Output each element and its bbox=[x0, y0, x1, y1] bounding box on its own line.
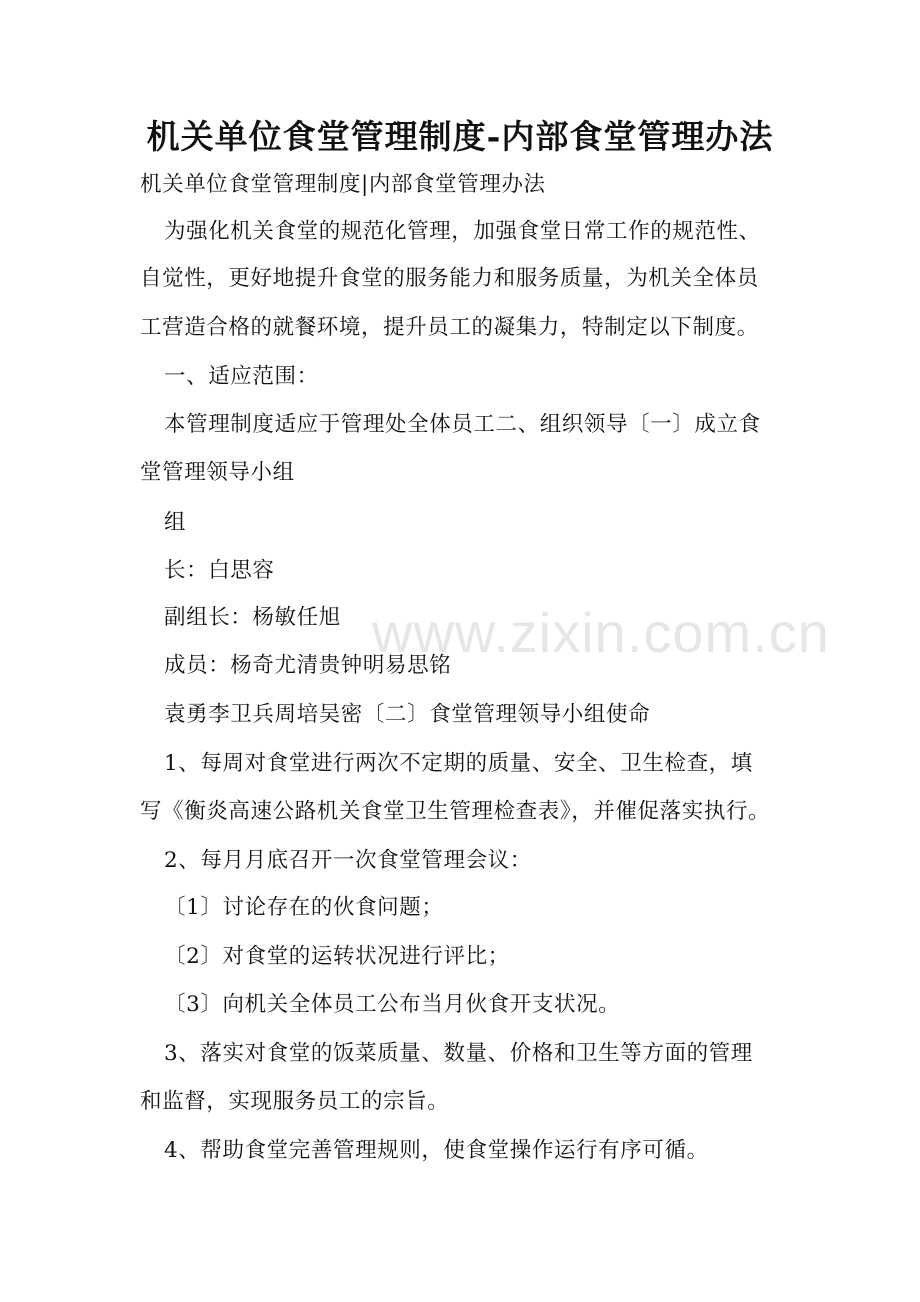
list-item: 2、每月月底召开一次食堂管理会议： bbox=[164, 848, 532, 873]
list-item: 1、每周对食堂进行两次不定期的质量、安全、卫生检查，填 bbox=[164, 751, 753, 776]
sub-list-item: 〔2〕对食堂的运转状况进行评比； bbox=[164, 944, 510, 969]
paragraph-line: 组 bbox=[164, 510, 187, 535]
paragraph-line: 堂管理领导小组 bbox=[140, 460, 295, 485]
list-item-continuation: 写《衡炎高速公路机关食堂卫生管理检查表》，并催促落实执行。 bbox=[140, 799, 771, 824]
list-item: 4、帮助食堂完善管理规则，使食堂操作运行有序可循。 bbox=[164, 1138, 709, 1163]
paragraph-line: 成员：杨奇尤清贵钟明易思铭 bbox=[164, 653, 452, 678]
paragraph-line: 为强化机关食堂的规范化管理，加强食堂日常工作的规范性、 bbox=[164, 219, 761, 244]
paragraph-line: 自觉性，更好地提升食堂的服务能力和服务质量，为机关全体员 bbox=[140, 266, 759, 291]
sub-list-item: 〔3〕向机关全体员工公布当月伙食开支状况。 bbox=[164, 992, 621, 1017]
paragraph-line: 长：白思容 bbox=[164, 558, 275, 583]
document-title: 机关单位食堂管理制度-内部食堂管理办法 bbox=[146, 117, 774, 156]
paragraph-line: 工营造合格的就餐环境，提升员工的凝集力，特制定以下制度。 bbox=[140, 315, 759, 340]
watermark: www.zixin.com.cn bbox=[372, 601, 830, 664]
subtitle-line: 机关单位食堂管理制度|内部食堂管理办法 bbox=[140, 172, 546, 197]
paragraph-line: 本管理制度适应于管理处全体员工二、组织领导〔一〕成立食 bbox=[164, 412, 761, 437]
paragraph-line: 副组长：杨敏任旭 bbox=[164, 605, 341, 630]
section-heading: 一、适应范围： bbox=[164, 364, 319, 389]
sub-list-item: 〔1〕讨论存在的伙食问题； bbox=[164, 895, 444, 920]
paragraph-line: 袁勇李卫兵周培吴密〔二〕食堂管理领导小组使命 bbox=[164, 702, 651, 727]
list-item-continuation: 和监督，实现服务员工的宗旨。 bbox=[140, 1089, 450, 1114]
list-item: 3、落实对食堂的饭菜质量、数量、价格和卫生等方面的管理 bbox=[164, 1041, 753, 1066]
